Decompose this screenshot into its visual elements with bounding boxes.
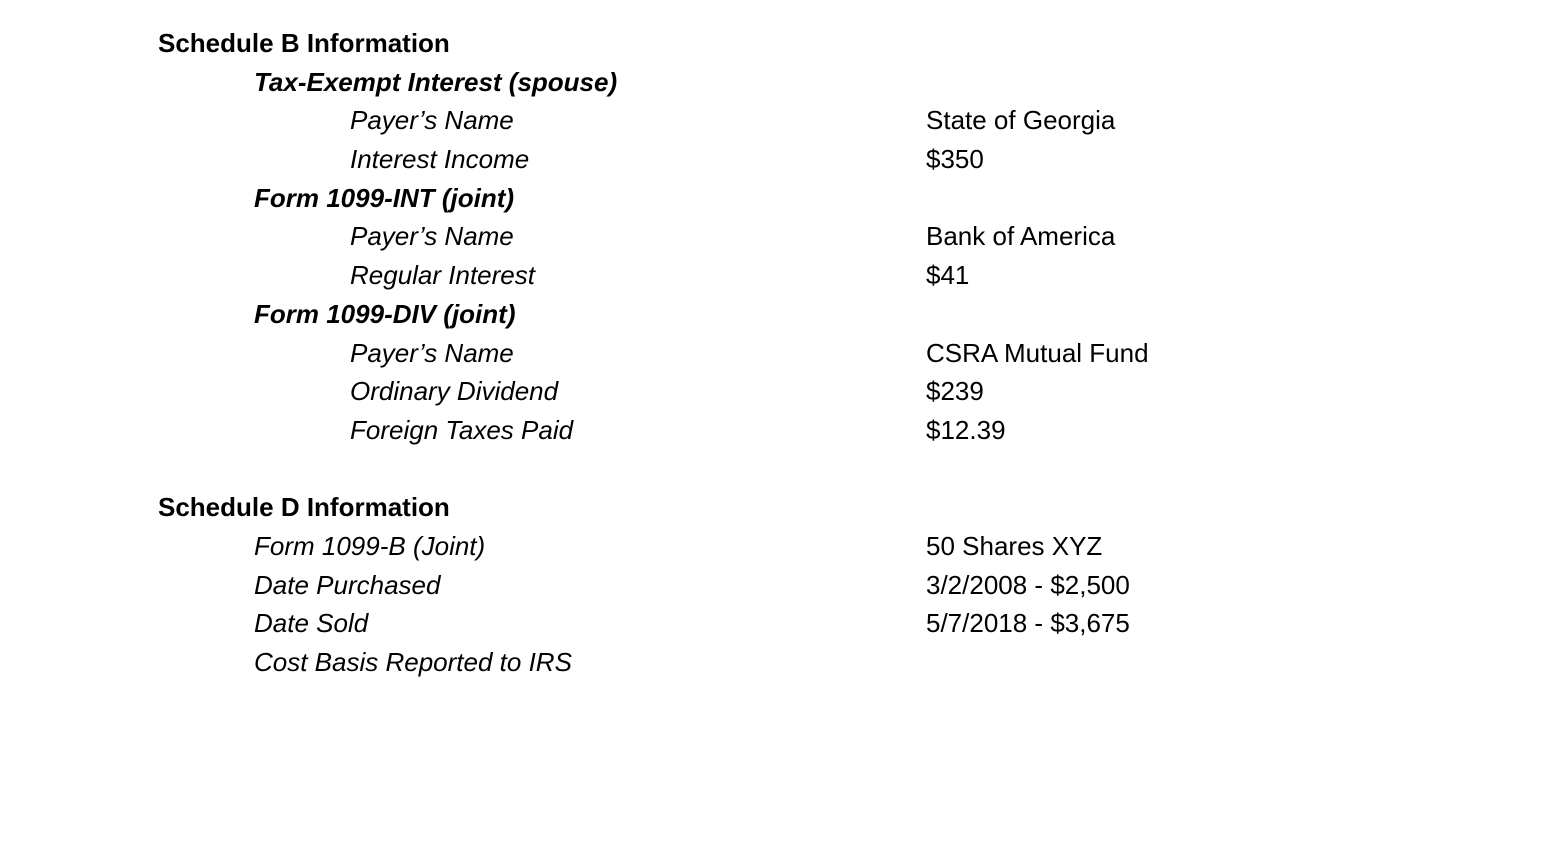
field-row	[0, 256, 1562, 295]
field-value: $41	[926, 260, 970, 291]
schedule-d-title: Schedule D Information	[158, 492, 450, 523]
field-value: 5/7/2018 - $3,675	[926, 608, 1130, 639]
field-label: Form 1099-B (Joint)	[254, 530, 486, 561]
field-value: $12.39	[926, 414, 1006, 445]
tax-exempt-interest-title: Tax-Exempt Interest (spouse)	[254, 66, 618, 97]
document	[0, 24, 1562, 682]
field-value: $350	[926, 144, 984, 175]
field-label: Payer’s Name	[350, 337, 514, 368]
field-label: Ordinary Dividend	[350, 376, 559, 407]
field-label: Payer’s Name	[350, 221, 514, 252]
group-heading-row	[0, 63, 1562, 102]
field-label: Foreign Taxes Paid	[350, 414, 574, 445]
field-row	[0, 101, 1562, 140]
field-row	[0, 643, 1562, 682]
field-value: State of Georgia	[926, 105, 1116, 136]
form-1099-int-title: Form 1099-INT (joint)	[254, 182, 515, 213]
field-value: Bank of America	[926, 221, 1116, 252]
field-value: CSRA Mutual Fund	[926, 337, 1149, 368]
field-label: Payer’s Name	[350, 105, 514, 136]
field-row	[0, 334, 1562, 373]
group-heading-row	[0, 179, 1562, 218]
field-row	[0, 372, 1562, 411]
form-1099-div-title: Form 1099-DIV (joint)	[254, 298, 516, 329]
field-row	[0, 566, 1562, 605]
field-row	[0, 411, 1562, 450]
field-label: Date Sold	[254, 608, 369, 639]
field-value: $239	[926, 376, 984, 407]
field-row	[0, 604, 1562, 643]
field-row	[0, 140, 1562, 179]
field-value: 50 Shares XYZ	[926, 530, 1103, 561]
blank-line	[0, 450, 1562, 489]
schedule-b-title: Schedule B Information	[158, 28, 450, 58]
schedule-b-heading-row	[0, 24, 1562, 63]
field-row	[0, 217, 1562, 256]
field-label: Regular Interest	[350, 260, 535, 291]
field-label: Interest Income	[350, 144, 530, 175]
field-row	[0, 527, 1562, 566]
field-value: 3/2/2008 - $2,500	[926, 569, 1130, 600]
group-heading-row	[0, 295, 1562, 334]
field-label: Date Purchased	[254, 569, 441, 600]
schedule-d-heading-row	[0, 488, 1562, 527]
field-label: Cost Basis Reported to IRS	[254, 647, 572, 677]
